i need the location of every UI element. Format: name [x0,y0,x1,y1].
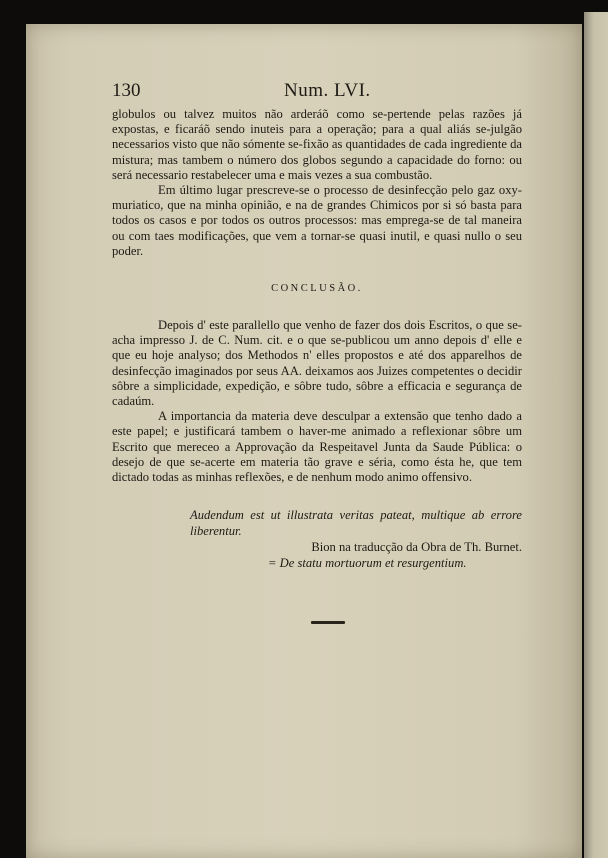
section-heading: CONCLUSÃO. [271,283,363,294]
paragraph-oxy-muriatic: Em último lugar prescreve-se o processo de desinfecção pelo gaz oxy-muriatico, que na minha opinião, e na de grandes Chimicos por si só basta para todos os casos e por todos os outros processos: mas emprega-se de tal maneira ou com taes modificações, que vem a tornar-se quasi inutil, e quasi nullo o seu poder. [112,183,522,258]
body-text [112,107,522,259]
running-title: Num. LVI. [284,80,371,101]
epigraph-quote [190,507,522,571]
conclusion-paragraph-2: A importancia da materia deve desculpar a extensão que tenho dado a este papel; e justificará tambem o haver-me animado a reflexionar sôbre um Escrito que mereceo a Approvação da Respeitavel Junta da Saude Pública: o desejo de que se-acerte em materia tão grave e séria, como ésta he, que tem dictado todas as minhas reflexões, e de nenhum modo animo offensivo. [112,409,522,485]
adjacent-page-edge [584,12,608,858]
quote-source: = De statu mortuorum et resurgentium. [268,556,467,570]
quote-attribution: Bion na traducção da Obra de Th. Burnet. [311,540,522,554]
page-header [112,80,522,102]
page-number: 130 [112,80,141,101]
paragraph-continued: globulos ou talvez muitos não arderáõ como se-pertende pelas razões já expostas, e ficaráõ sendo inuteis para a operação; para a qual aliás se-julgão necessarios visto que não sómente se-fixão as quantidades de cada ingrediente da mistura; mas tambem o número dos globos segundo a capacidade do forno: ou será necessario restabelecer uma e mais vezes a sua combustão. [112,107,522,182]
closing-rule [311,621,345,624]
conclusion-text [112,318,522,485]
quote-latin: Audendum est ut illustrata veritas pateat, multique ab errore liberentur. [190,508,522,538]
conclusion-paragraph-1: Depois d' este parallello que venho de fazer dos dois Escritos, o que se-acha impresso J. de C. Num. cit. e o que se-publicou um anno depois d' elle e que eu hoje analyso; dos Methodos n' elles propostos e até dos apparelhos de desinfecção imaginados por seus AA. deixamos aos Juizes competentes o decidir sôbre a simplicidade, expedição, e sôbre tudo, sôbre a efficacia e segurança de cadaúm. [112,318,522,409]
